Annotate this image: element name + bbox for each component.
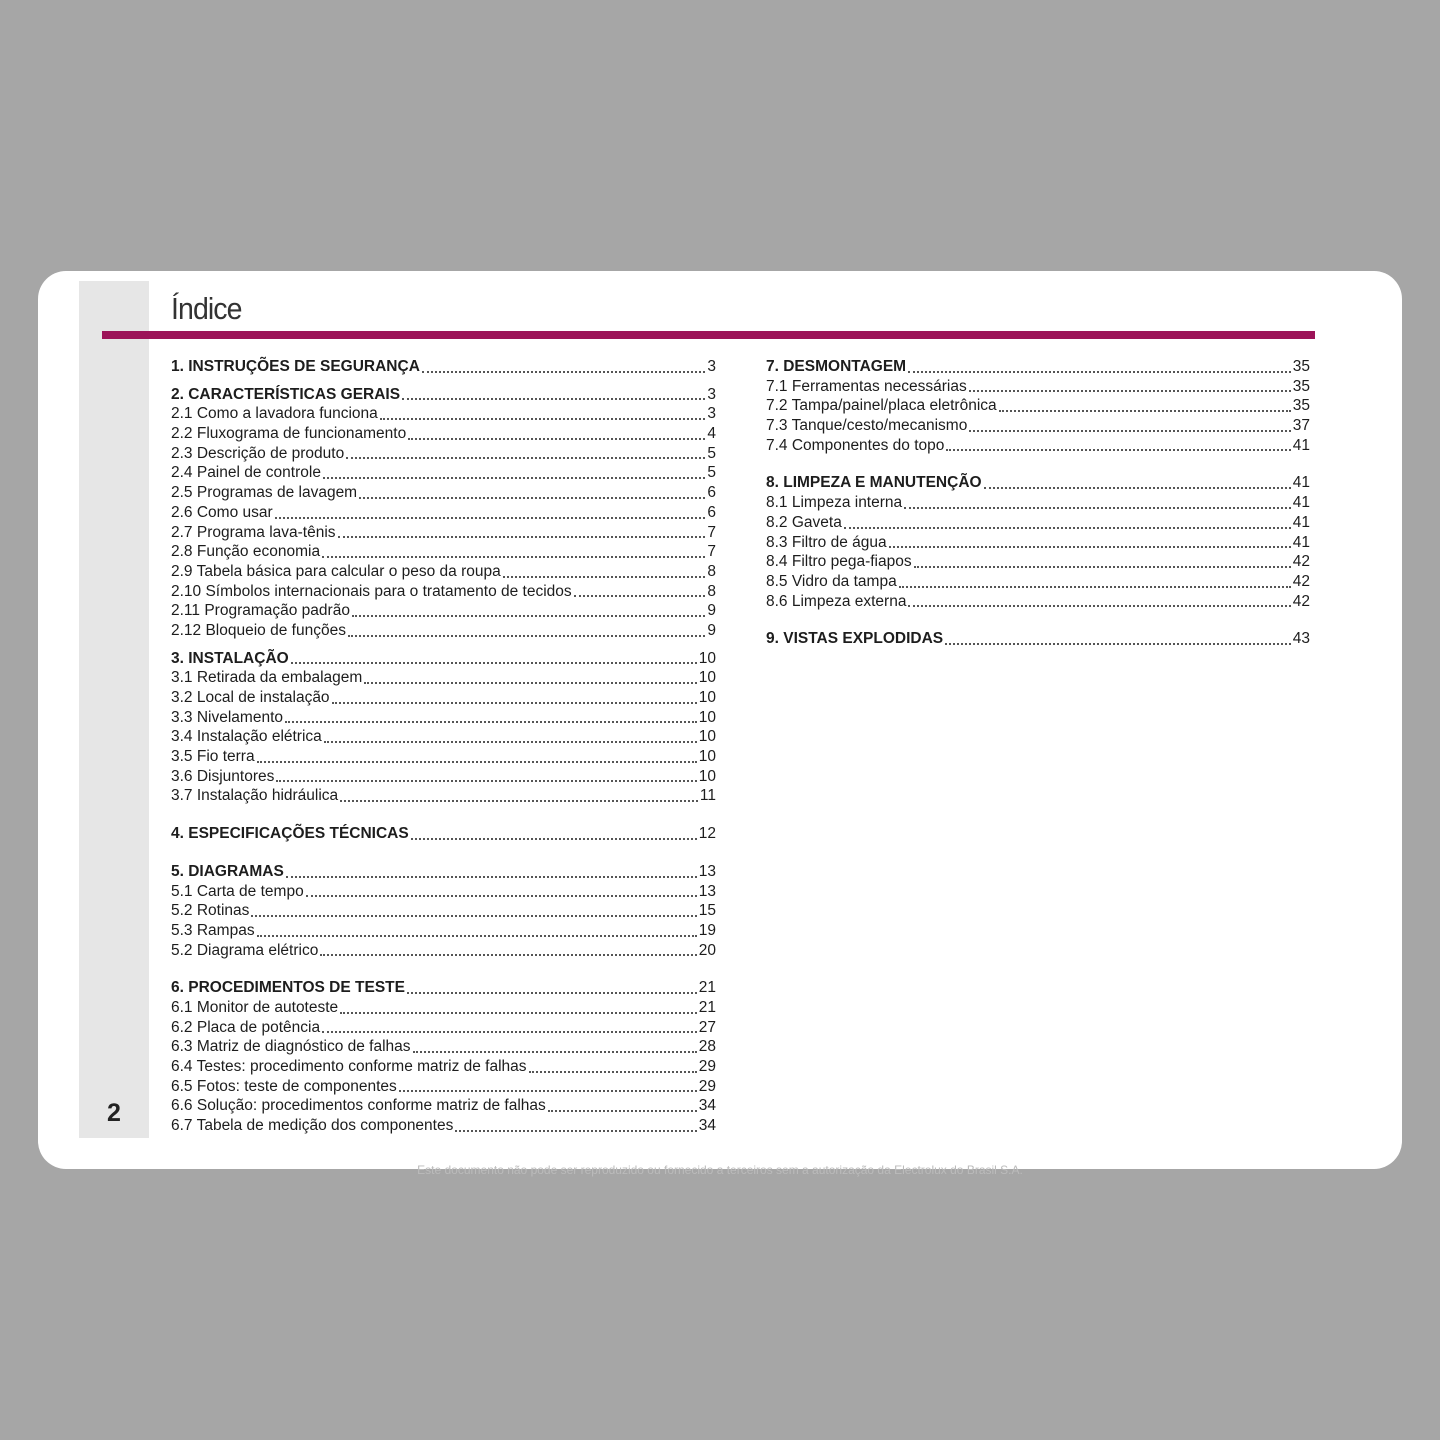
toc-entry[interactable]: [171, 1077, 716, 1097]
toc-entry-label: 6.1 Monitor de autoteste: [171, 998, 339, 1016]
toc-section-entry[interactable]: [171, 978, 716, 998]
toc-entry-page: 13: [698, 882, 716, 900]
toc-dot-leader: [338, 536, 706, 538]
page-number: 2: [107, 1099, 121, 1127]
toc-entry-page: 4: [707, 425, 716, 443]
toc-entry-page: 5: [707, 444, 716, 462]
toc-entry[interactable]: [171, 688, 716, 708]
toc-dot-leader: [407, 992, 697, 994]
toc-entry[interactable]: [171, 668, 716, 688]
toc-entry-page: 41: [1292, 436, 1310, 454]
toc-entry-page: 6: [707, 503, 716, 521]
toc-dot-leader: [969, 390, 1291, 392]
toc-entry[interactable]: [171, 463, 716, 483]
toc-entry[interactable]: [171, 727, 716, 747]
toc-dot-leader: [352, 615, 705, 617]
toc-entry[interactable]: [171, 941, 716, 961]
toc-dot-leader: [359, 497, 705, 499]
toc-entry-label: 2.8 Função economia: [171, 543, 321, 561]
toc-entry-page: 3: [707, 358, 716, 375]
toc-entry-label: 2.1 Como a lavadora funciona: [171, 405, 378, 423]
toc-entry-label: 3. INSTALAÇÃO: [171, 649, 289, 667]
toc-entry[interactable]: [171, 921, 716, 941]
toc-entry[interactable]: [171, 621, 716, 641]
toc-dot-leader: [946, 449, 1290, 451]
toc-entry-label: 8.2 Gaveta: [766, 513, 842, 531]
toc-entry[interactable]: [766, 436, 1310, 456]
toc-entry-page: 7: [707, 543, 716, 561]
toc-entry[interactable]: [171, 1018, 716, 1038]
toc-entry-label: 8.3 Filtro de água: [766, 533, 887, 551]
toc-entry-page: 27: [698, 1018, 716, 1036]
toc-dot-leader: [276, 780, 696, 782]
toc-dot-leader: [251, 915, 696, 917]
toc-section-entry[interactable]: [766, 473, 1310, 493]
toc-entry-page: 19: [698, 921, 716, 939]
toc-dot-leader: [323, 477, 705, 479]
toc-entry-page: 41: [1292, 513, 1310, 531]
title-divider: [102, 331, 1315, 339]
toc-entry-page: 43: [1292, 630, 1310, 648]
toc-section-entry[interactable]: [171, 357, 716, 377]
toc-entry-page: 41: [1292, 474, 1310, 492]
toc-entry[interactable]: [171, 424, 716, 444]
toc-entry-page: 10: [698, 689, 716, 706]
toc-dot-leader: [548, 1110, 697, 1112]
toc-entry-label: 2.2 Fluxograma de funcionamento: [171, 425, 407, 443]
toc-section-entry[interactable]: [171, 824, 716, 844]
toc-dot-leader: [275, 517, 706, 519]
toc-section-entry[interactable]: [766, 629, 1310, 649]
toc-entry-page: 28: [698, 1038, 716, 1056]
toc-entry[interactable]: [171, 708, 716, 728]
toc-entry[interactable]: [171, 747, 716, 767]
toc-entry-page: 8: [707, 582, 716, 600]
toc-entry-label: 3.1 Retirada da embalagem: [171, 669, 363, 687]
toc-dot-leader: [346, 457, 705, 459]
toc-entry-page: 35: [1292, 377, 1310, 395]
toc-dot-leader: [364, 682, 696, 684]
toc-entry-page: 34: [698, 1117, 716, 1135]
toc-entry[interactable]: [171, 601, 716, 621]
toc-entry-label: 2.6 Como usar: [171, 503, 273, 521]
toc-entry-label: 1. INSTRUÇÕES DE SEGURANÇA: [171, 358, 420, 375]
toc-entry-label: 2.10 Símbolos internacionais para o tratamento de tecidos: [171, 582, 572, 600]
toc-entry-page: 21: [698, 998, 716, 1016]
toc-entry-page: 10: [698, 669, 716, 687]
toc-dot-leader: [844, 527, 1291, 529]
toc-entry-page: 35: [1292, 397, 1310, 415]
toc-entry-page: 5: [707, 464, 716, 482]
toc-entry-label: 6. PROCEDIMENTOS DE TESTE: [171, 979, 405, 997]
toc-entry[interactable]: [171, 882, 716, 902]
toc-entry-label: 3.5 Fio terra: [171, 748, 255, 766]
toc-entry[interactable]: [171, 483, 716, 503]
toc-entry[interactable]: [171, 404, 716, 424]
toc-entry[interactable]: [766, 493, 1310, 513]
toc-entry-label: 2.4 Painel de controle: [171, 464, 321, 482]
toc-entry[interactable]: [171, 998, 716, 1018]
toc-entry-label: 3.4 Instalação elétrica: [171, 728, 322, 746]
toc-entry[interactable]: [171, 1116, 716, 1136]
toc-dot-leader: [914, 566, 1291, 568]
toc-dot-leader: [999, 410, 1291, 412]
toc-entry[interactable]: [171, 582, 716, 602]
toc-entry-label: 7.2 Tampa/painel/placa eletrônica: [766, 397, 997, 415]
toc-entry-label: 2.9 Tabela básica para calcular o peso da roupa: [171, 562, 501, 580]
toc-entry-label: 2.11 Programação padrão: [171, 602, 350, 620]
toc-entry-page: 42: [1292, 553, 1310, 571]
toc-dot-leader: [340, 1012, 697, 1014]
toc-dot-leader: [286, 876, 697, 878]
toc-dot-leader: [322, 556, 705, 558]
toc-entry[interactable]: [171, 767, 716, 787]
toc-entry-page: 20: [698, 941, 716, 959]
toc-dot-leader: [402, 398, 705, 400]
toc-entry-label: 2. CARACTERÍSTICAS GERAIS: [171, 385, 401, 403]
toc-dot-leader: [945, 643, 1291, 645]
toc-entry-label: 4. ESPECIFICAÇÕES TÉCNICAS: [171, 825, 409, 843]
toc-entry-label: 2.5 Programas de lavagem: [171, 484, 358, 502]
toc-column-right: [766, 357, 1310, 649]
toc-entry-page: 15: [698, 902, 716, 920]
toc-section-entry[interactable]: [171, 649, 716, 669]
toc-entry[interactable]: [171, 1096, 716, 1116]
toc-entry-page: 37: [1292, 417, 1310, 435]
page-sidebar: [79, 281, 149, 1138]
toc-dot-leader: [889, 546, 1291, 548]
toc-dot-leader: [322, 1031, 697, 1033]
toc-dot-leader: [969, 430, 1290, 432]
toc-entry-label: 6.2 Placa de potência: [171, 1018, 321, 1036]
toc-entry-page: 10: [698, 728, 716, 746]
toc-dot-leader: [348, 635, 705, 637]
toc-dot-leader: [422, 371, 705, 373]
toc-dot-leader: [503, 576, 706, 578]
toc-entry-label: 3.3 Nivelamento: [171, 708, 284, 726]
toc-column-left: [171, 357, 716, 1136]
toc-dot-leader: [529, 1071, 697, 1073]
toc-entry-page: 41: [1292, 494, 1310, 512]
toc-entry-label: 2.7 Programa lava-tênis: [171, 523, 336, 541]
footer-notice: Este documento não pode ser reproduzido ou fornecido a terceiros sem a autorização da Electrolux do Brasil S.A.: [417, 1163, 1023, 1177]
toc-dot-leader: [984, 487, 1291, 489]
toc-entry-label: 6.7 Tabela de medição dos componentes: [171, 1117, 454, 1135]
toc-dot-leader: [399, 1090, 697, 1092]
toc-dot-leader: [899, 586, 1291, 588]
toc-entry[interactable]: [171, 562, 716, 582]
toc-section-entry[interactable]: [171, 862, 716, 882]
toc-entry-page: 21: [698, 979, 716, 997]
toc-entry-label: 3.2 Local de instalação: [171, 689, 330, 706]
toc-dot-leader: [413, 1051, 697, 1053]
toc-entry-page: 10: [698, 649, 716, 667]
toc-entry[interactable]: [171, 786, 716, 806]
toc-entry-label: 2.12 Bloqueio de funções: [171, 621, 346, 639]
toc-entry-page: 42: [1292, 592, 1310, 610]
toc-entry-label: 5.1 Carta de tempo: [171, 882, 304, 900]
toc-entry-label: 5. DIAGRAMAS: [171, 862, 284, 880]
toc-entry-label: 2.3 Descrição de produto: [171, 444, 345, 462]
toc-entry-page: 29: [698, 1077, 716, 1095]
toc-entry-page: 29: [698, 1058, 716, 1075]
toc-entry[interactable]: [171, 444, 716, 464]
toc-entry-label: 3.6 Disjuntores: [171, 767, 275, 785]
toc-entry-page: 3: [707, 385, 716, 403]
toc-dot-leader: [411, 838, 697, 840]
toc-dot-leader: [408, 438, 705, 440]
toc-entry[interactable]: [766, 377, 1310, 397]
toc-dot-leader: [340, 800, 698, 802]
toc-entry-label: 9. VISTAS EXPLODIDAS: [766, 630, 944, 648]
toc-entry[interactable]: [171, 901, 716, 921]
toc-entry-label: 5.3 Rampas: [171, 921, 255, 939]
toc-entry[interactable]: [766, 533, 1310, 553]
toc-entry[interactable]: [171, 503, 716, 523]
toc-dot-leader: [257, 935, 697, 937]
toc-entry-page: 10: [698, 748, 716, 766]
toc-entry-page: 3: [707, 405, 716, 423]
page-title: Índice: [171, 291, 242, 326]
toc-dot-leader: [380, 418, 706, 420]
toc-dot-leader: [285, 721, 697, 723]
toc-entry-label: 5.2 Diagrama elétrico: [171, 941, 319, 959]
toc-entry-label: 6.5 Fotos: teste de componentes: [171, 1077, 397, 1095]
toc-entry-page: 35: [1292, 358, 1310, 375]
toc-entry[interactable]: [171, 1057, 716, 1077]
toc-entry-label: 8.4 Filtro pega-fiapos: [766, 553, 912, 571]
toc-entry-page: 41: [1292, 533, 1310, 551]
toc-entry[interactable]: [766, 552, 1310, 572]
toc-dot-leader: [574, 595, 706, 597]
toc-entry-page: 8: [707, 562, 716, 580]
toc-entry-page: 7: [707, 523, 716, 541]
toc-dot-leader: [306, 895, 697, 897]
toc-entry-page: 42: [1292, 572, 1310, 590]
toc-entry-page: 10: [698, 767, 716, 785]
toc-entry-label: 8.6 Limpeza externa: [766, 592, 907, 610]
toc-section-entry[interactable]: [171, 385, 716, 405]
toc-entry[interactable]: [171, 542, 716, 562]
toc-entry-page: 34: [698, 1097, 716, 1115]
toc-entry[interactable]: [171, 523, 716, 543]
toc-entry-page: 10: [698, 708, 716, 726]
toc-entry-page: 9: [707, 602, 716, 620]
toc-dot-leader: [320, 954, 696, 956]
toc-entry-page: 13: [698, 862, 716, 880]
toc-entry-label: 7.3 Tanque/cesto/mecanismo: [766, 417, 968, 435]
toc-entry-page: 12: [698, 825, 716, 843]
toc-dot-leader: [908, 371, 1291, 373]
toc-entry-page: 6: [707, 484, 716, 502]
toc-entry-label: 8.5 Vidro da tampa: [766, 572, 897, 590]
toc-dot-leader: [324, 741, 697, 743]
toc-entry-label: 3.7 Instalação hidráulica: [171, 787, 339, 805]
toc-entry-label: 6.4 Testes: procedimento conforme matriz de falhas: [171, 1058, 527, 1075]
toc-entry-label: 6.6 Solução: procedimentos conforme matriz de falhas: [171, 1097, 546, 1115]
toc-entry-label: 6.3 Matriz de diagnóstico de falhas: [171, 1038, 411, 1056]
document-page: [38, 271, 1402, 1177]
toc-entry[interactable]: [766, 513, 1310, 533]
toc-entry-label: 7. DESMONTAGEM: [766, 358, 907, 375]
toc-entry-label: 5.2 Rotinas: [171, 902, 250, 920]
toc-entry-page: 9: [707, 621, 716, 639]
toc-entry-label: 7.1 Ferramentas necessárias: [766, 377, 967, 395]
toc-entry-label: 7.4 Componentes do topo: [766, 436, 945, 454]
toc-entry-page: 11: [699, 787, 716, 805]
toc-dot-leader: [904, 507, 1291, 509]
toc-dot-leader: [908, 605, 1290, 607]
toc-dot-leader: [291, 662, 697, 664]
toc-entry[interactable]: [766, 592, 1310, 612]
toc-entry[interactable]: [171, 1037, 716, 1057]
toc-section-entry[interactable]: [766, 357, 1310, 377]
toc-entry[interactable]: [766, 416, 1310, 436]
toc-entry[interactable]: [766, 396, 1310, 416]
toc-dot-leader: [332, 702, 697, 704]
toc-entry-label: 8. LIMPEZA E MANUTENÇÃO: [766, 474, 982, 492]
toc-dot-leader: [455, 1130, 696, 1132]
toc-entry[interactable]: [766, 572, 1310, 592]
toc-dot-leader: [257, 761, 697, 763]
toc-entry-label: 8.1 Limpeza interna: [766, 494, 903, 512]
